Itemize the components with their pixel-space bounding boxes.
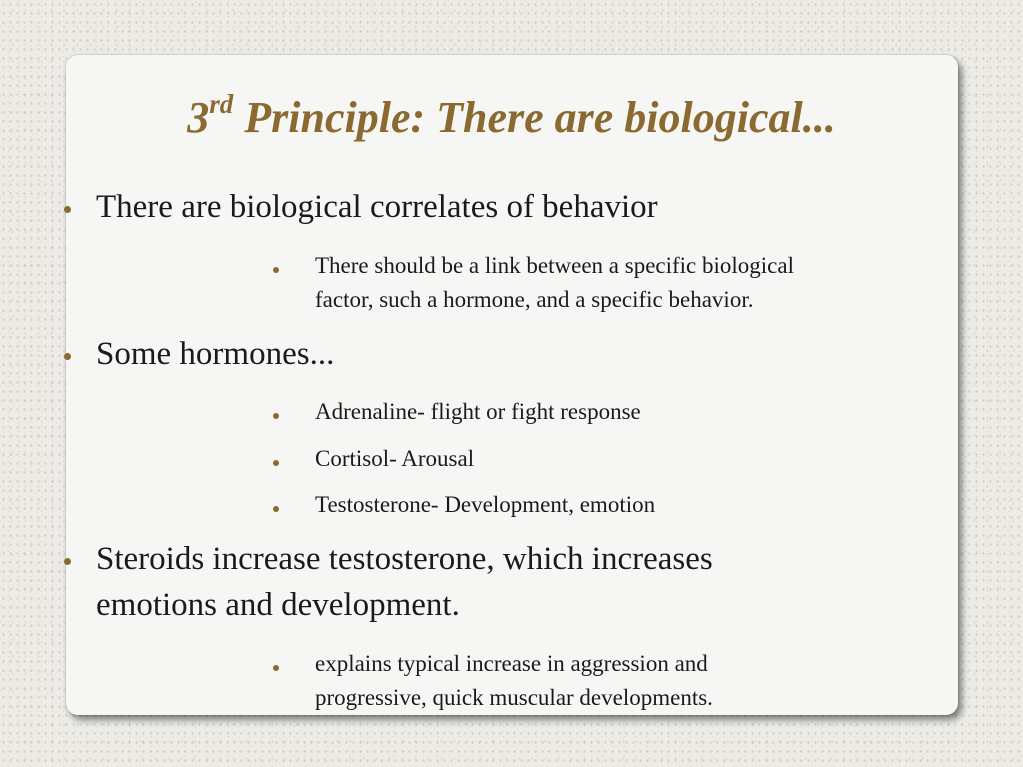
bullet-biological-correlates [96,184,658,230]
bullet-text-line-1: There should be a link between a specific biological [315,253,794,278]
bullet-text: Adrenaline- flight or fight response [315,399,641,424]
bullet-text: Some hormones... [96,336,335,372]
title-superscript: rd [209,89,234,119]
bullet-text-line-1: Steroids increase testosterone, which increases [96,541,713,577]
slide-title [0,89,1023,142]
subbullet-cortisol [315,442,474,476]
bullet-dot-icon [273,460,279,466]
bullet-text-line-1: explains typical increase in aggression and [315,651,708,676]
bullet-dot-icon [273,665,279,671]
bullet-dot-icon [273,413,279,419]
subbullet-aggression-muscular [315,647,713,715]
bullet-text: Cortisol- Arousal [315,446,475,471]
subbullet-testosterone [315,488,655,522]
bullet-text-line-2: progressive, quick muscular developments. [315,685,713,710]
bullet-dot-icon [64,353,71,360]
bullet-dot-icon [64,206,71,213]
bullet-dot-icon [273,267,279,273]
subbullet-link-hormone-behavior [315,249,794,317]
title-number: 3 [187,93,210,142]
bullet-dot-icon [273,506,279,512]
bullet-steroids [96,536,713,628]
title-text: Principle: There are biological... [233,93,836,142]
bullet-dot-icon [64,558,71,565]
bullet-some-hormones [96,331,334,377]
bullet-text-line-2: factor, such a hormone, and a specific behavior. [315,287,754,312]
bullet-text-line-2: emotions and development. [96,587,460,623]
bullet-text: Testosterone- Development, emotion [315,492,656,517]
bullet-text: There are biological correlates of behavior [96,189,658,225]
subbullet-adrenaline [315,395,641,429]
